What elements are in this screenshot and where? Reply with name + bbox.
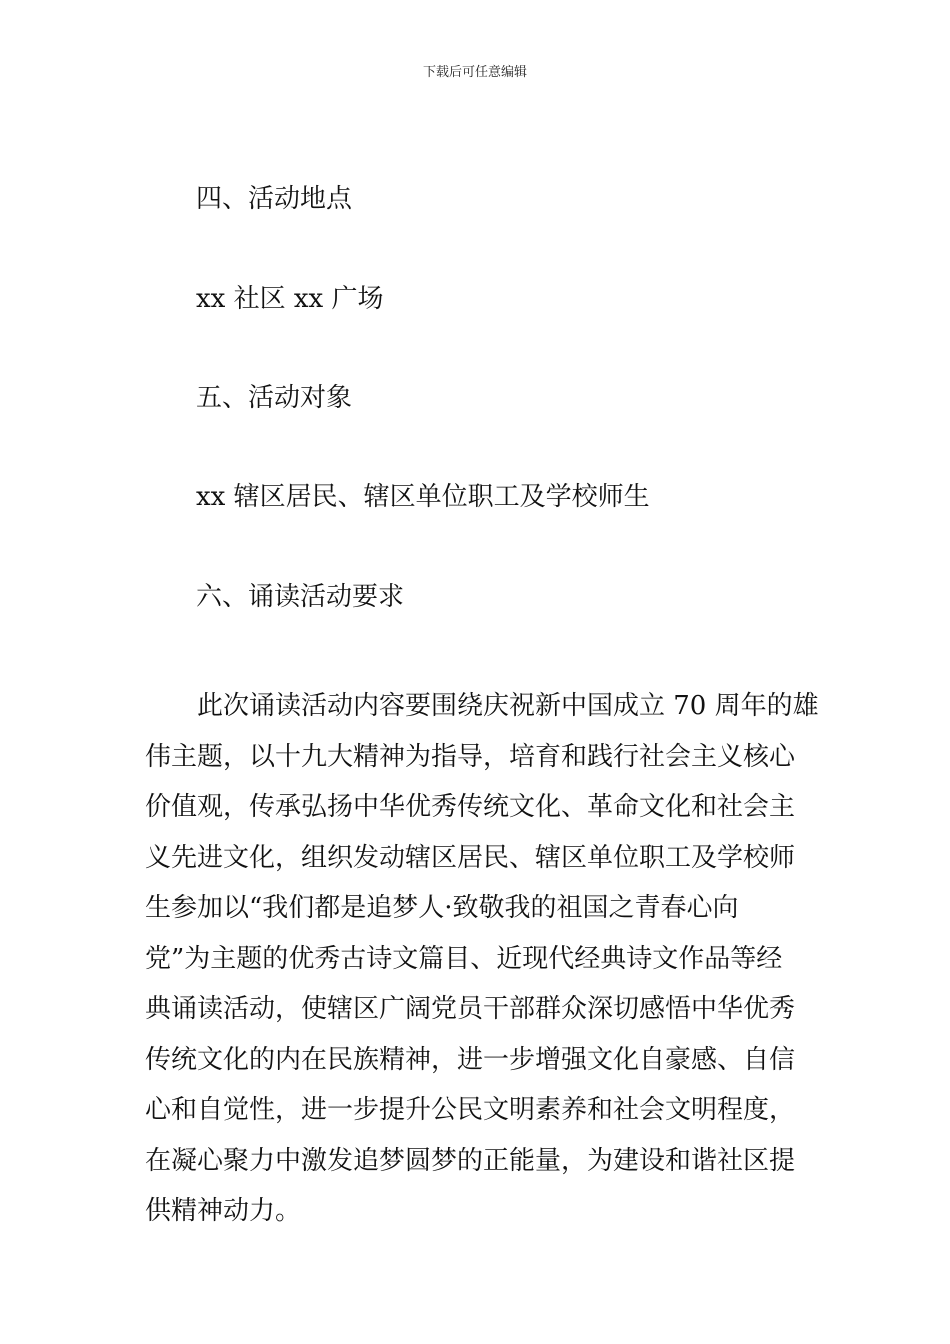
section-body-location: xx 社区 xx 广场 <box>196 284 384 314</box>
paragraph-line: 供精神动力。 <box>145 1196 302 1226</box>
paragraph-line: 价值观，传承弘扬中华优秀传统文化、革命文化和社会主 <box>145 792 796 822</box>
paragraph-line: 此次诵读活动内容要围绕庆祝新中国成立 70 周年的雄 <box>197 691 819 721</box>
paragraph-line: 典诵读活动，使辖区广阔党员干部群众深切感悟中华优秀 <box>145 994 796 1024</box>
section-body-audience: xx 辖区居民、辖区单位职工及学校师生 <box>196 482 650 512</box>
paragraph-line: 义先进文化，组织发动辖区居民、辖区单位职工及学校师 <box>145 842 796 873</box>
paragraph-line: 伟主题，以十九大精神为指导，培育和践行社会主义核心 <box>145 741 796 772</box>
paragraph-line: 心和自觉性，进一步提升公民文明素养和社会文明程度， <box>145 1095 796 1125</box>
section-heading-requirements: 六、诵读活动要求 <box>196 582 405 612</box>
paragraph-line: 生参加以“我们都是追梦人·致敬我的祖国之青春心向 <box>145 893 739 923</box>
paragraph-line: 传统文化的内在民族精神，进一步增强文化自豪感、自信 <box>145 1044 796 1075</box>
paragraph-line: 党”为主题的优秀古诗文篇目、近现代经典诗文作品等经 <box>145 943 783 974</box>
paragraph-line: 在凝心聚力中激发追梦圆梦的正能量，为建设和谐社区提 <box>145 1145 796 1176</box>
requirements-paragraph <box>145 681 819 1237</box>
section-heading-location: 四、活动地点 <box>196 184 353 214</box>
page-header: 下载后可任意编辑 <box>422 65 527 80</box>
section-heading-audience: 五、活动对象 <box>196 383 353 413</box>
